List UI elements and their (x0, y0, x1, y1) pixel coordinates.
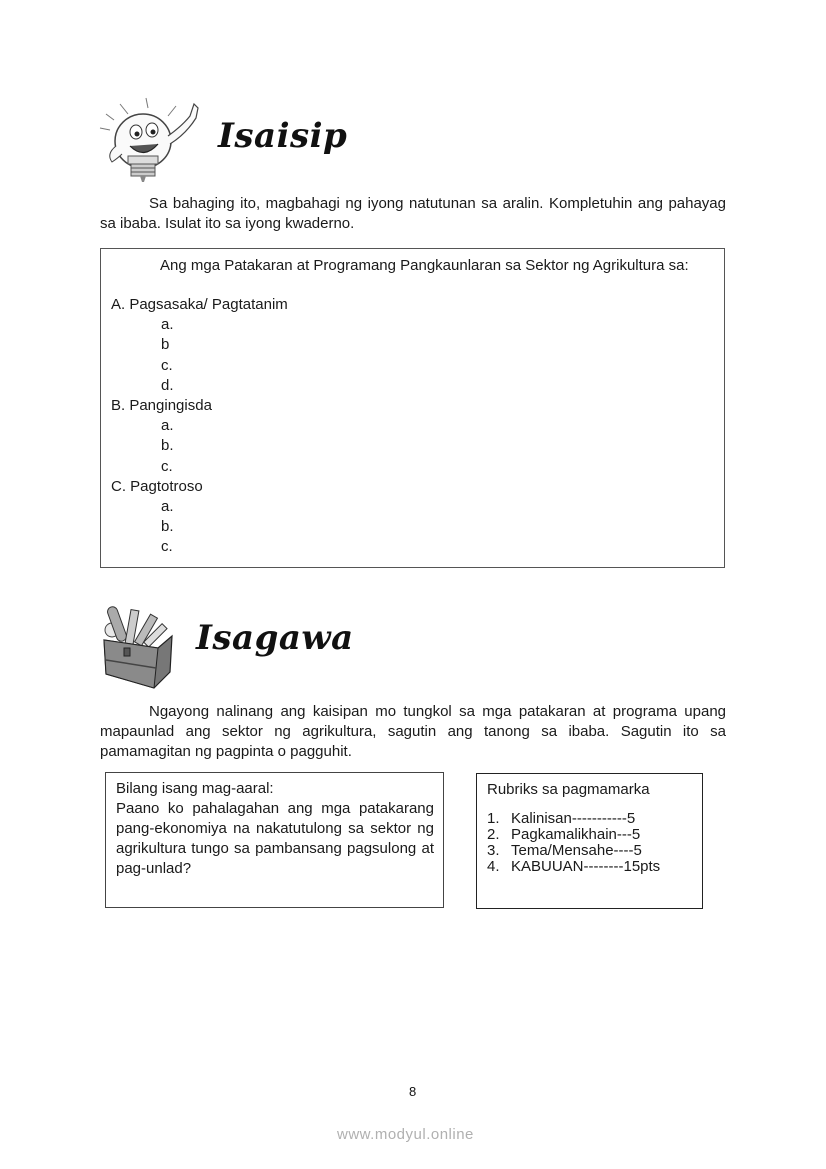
isaisip-intro: Sa bahaging ito, magbahagi ng iyong natutunan sa aralin. Kompletuhin ang pahayag sa ibaba. Isulat ito sa iyong kwaderno. (100, 195, 726, 232)
list-item: c. (161, 356, 173, 374)
list-item: a. (161, 316, 174, 334)
list-item: a. (161, 497, 174, 515)
list-item: b (161, 336, 170, 354)
question-label: Bilang isang mag-aaral: (116, 780, 274, 797)
rubric-item: 1. Kalinisan-----------5 (487, 810, 636, 827)
section-label-b: B. Pangingisda (111, 396, 212, 414)
rubric-item: 4. KABUUAN--------15pts (487, 858, 661, 875)
list-item: b. (161, 437, 174, 455)
watermark: www.modyul.online (337, 1126, 474, 1143)
list-item: b. (161, 518, 174, 536)
list-item: d. (161, 376, 174, 394)
page-number: 8 (409, 1084, 417, 1099)
isaisip-title: Isaisip (218, 116, 348, 156)
rubric-item: 3. Tema/Mensahe----5 (487, 842, 642, 859)
toolbox-icon (98, 600, 178, 690)
list-item: c. (161, 457, 173, 475)
isaisip-answer-box (100, 248, 725, 568)
question-text: Paano ko pahalagahan ang mga patakarang pang-ekonomiya na nakatutulong sa sektor ng agrikultura tungo sa pambansang pagsulong at pag-unlad? (116, 800, 434, 877)
question-box (105, 772, 444, 908)
lightbulb-mascot-icon (98, 96, 208, 188)
isagawa-title: Isagawa (196, 618, 354, 658)
section-label-a: A. Pagsasaka/ Pagtatanim (111, 296, 288, 313)
isagawa-intro: Ngayong nalinang ang kaisipan mo tungkol sa mga patakaran at programa upang mapaunlad ang sektor ng agrikultura, sagutin ang tanong sa ibaba. Sagutin ito sa pamamagitan ng pagpinta o pagguhit. (100, 703, 726, 760)
list-item: c. (161, 538, 173, 556)
list-item: a. (161, 417, 174, 435)
rubric-item: 2. Pagkamalikhain---5 (487, 826, 641, 843)
box-heading: Ang mga Patakaran at Programang Pangkaunlaran sa Sektor ng Agrikultura sa: (160, 257, 689, 274)
rubric-list (487, 811, 660, 875)
section-label-c: C. Pagtotroso (111, 477, 203, 495)
rubric-box (476, 773, 703, 909)
sections-list (111, 295, 701, 557)
rubric-title: Rubriks sa pagmamarka (487, 781, 650, 798)
